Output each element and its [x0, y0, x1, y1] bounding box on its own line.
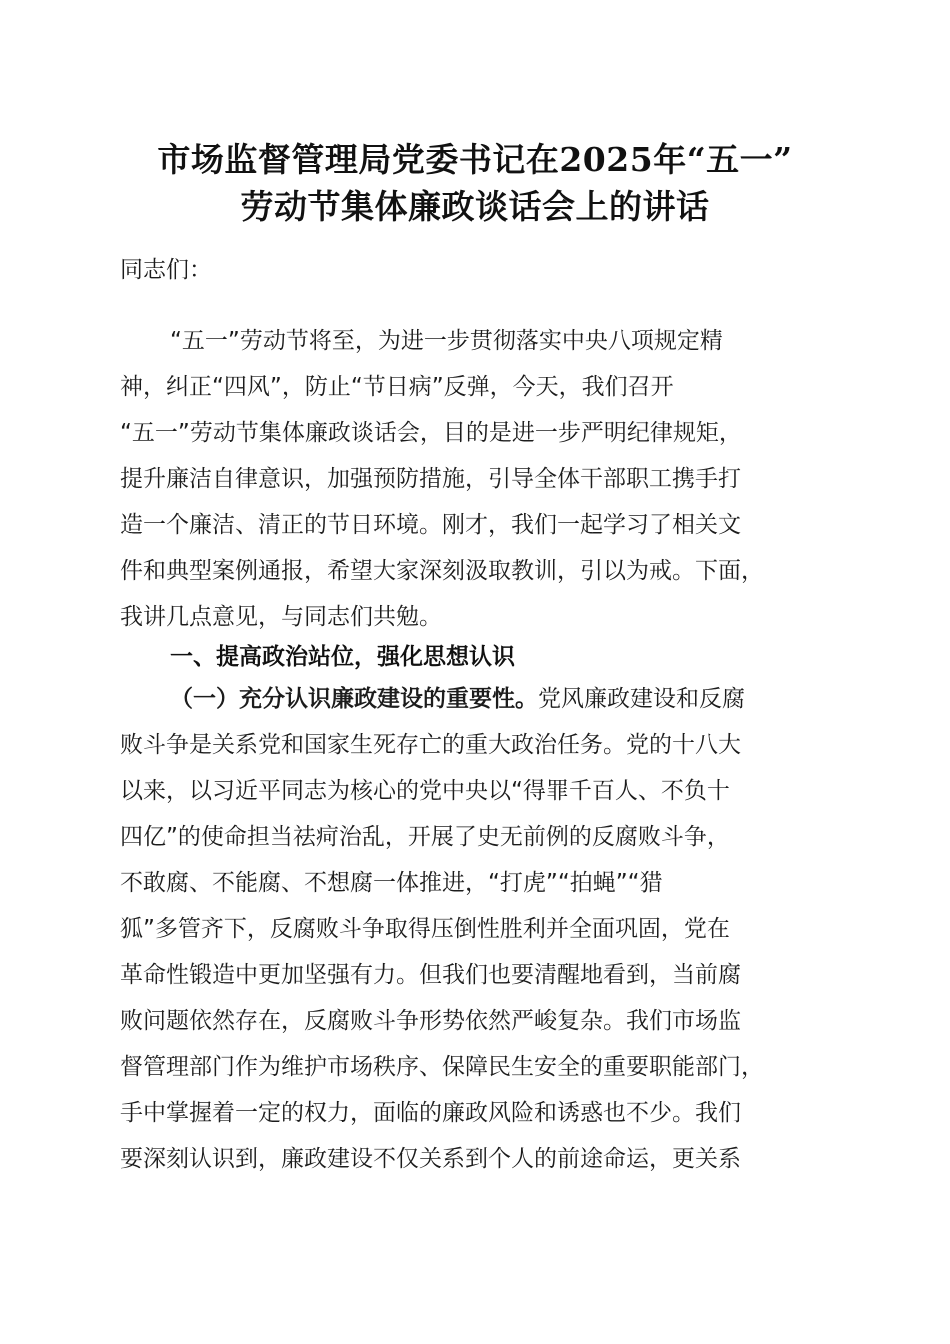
- body-line: 革命性锻造中更加坚强有力。但我们也要清醒地看到，当前腐: [120, 962, 741, 988]
- section-heading: 一、提高政治站位，强化思想认识: [170, 644, 515, 670]
- document-title-line-1: 市场监督管理局党委书记在2025年“五一”: [157, 140, 793, 179]
- body-line: 四亿”的使命担当祛疴治乱，开展了史无前例的反腐败斗争，: [120, 824, 730, 850]
- body-line: 督管理部门作为维护市场秩序、保障民生安全的重要职能部门，: [120, 1054, 764, 1080]
- intro-line: “五一”劳动节将至，为进一步贯彻落实中央八项规定精: [170, 328, 723, 354]
- body-line: 不敢腐、不能腐、不想腐一体推进，“打虎”“拍蝇”“猎: [120, 870, 663, 896]
- body-line: 败斗争是关系党和国家生死存亡的重大政治任务。党的十八大: [120, 732, 741, 758]
- body-line: 败问题依然存在，反腐败斗争形势依然严峻复杂。我们市场监: [120, 1008, 741, 1034]
- intro-line: 我讲几点意见，与同志们共勉。: [120, 604, 442, 630]
- body-line: 要深刻认识到，廉政建设不仅关系到个人的前途命运，更关系: [120, 1146, 741, 1172]
- body-line: 手中掌握着一定的权力，面临的廉政风险和诱惑也不少。我们: [120, 1100, 741, 1126]
- subsection-first-line-text: 党风廉政建设和反腐: [538, 686, 745, 712]
- intro-line: “五一”劳动节集体廉政谈话会，目的是进一步严明纪律规矩，: [120, 420, 742, 446]
- intro-line: 造一个廉洁、清正的节日环境。刚才，我们一起学习了相关文: [120, 512, 741, 538]
- intro-line: 件和典型案例通报，希望大家深刻汲取教训，引以为戒。下面，: [120, 558, 764, 584]
- subsection-first-line: [170, 676, 832, 722]
- intro-line: 提升廉洁自律意识，加强预防措施，引导全体干部职工携手打: [120, 466, 741, 492]
- salutation: 同志们：: [120, 257, 212, 283]
- document-title-line-2: 劳动节集体廉政谈话会上的讲话: [240, 187, 710, 226]
- intro-line: 神，纠正“四风”，防止“节日病”反弹，今天，我们召开: [120, 374, 674, 400]
- body-line: 以来，以习近平同志为核心的党中央以“得罪千百人、不负十: [120, 778, 730, 804]
- subsection-label: （一）充分认识廉政建设的重要性。: [170, 685, 538, 712]
- body-line: 狐”多管齐下，反腐败斗争取得压倒性胜利并全面巩固，党在: [120, 916, 730, 942]
